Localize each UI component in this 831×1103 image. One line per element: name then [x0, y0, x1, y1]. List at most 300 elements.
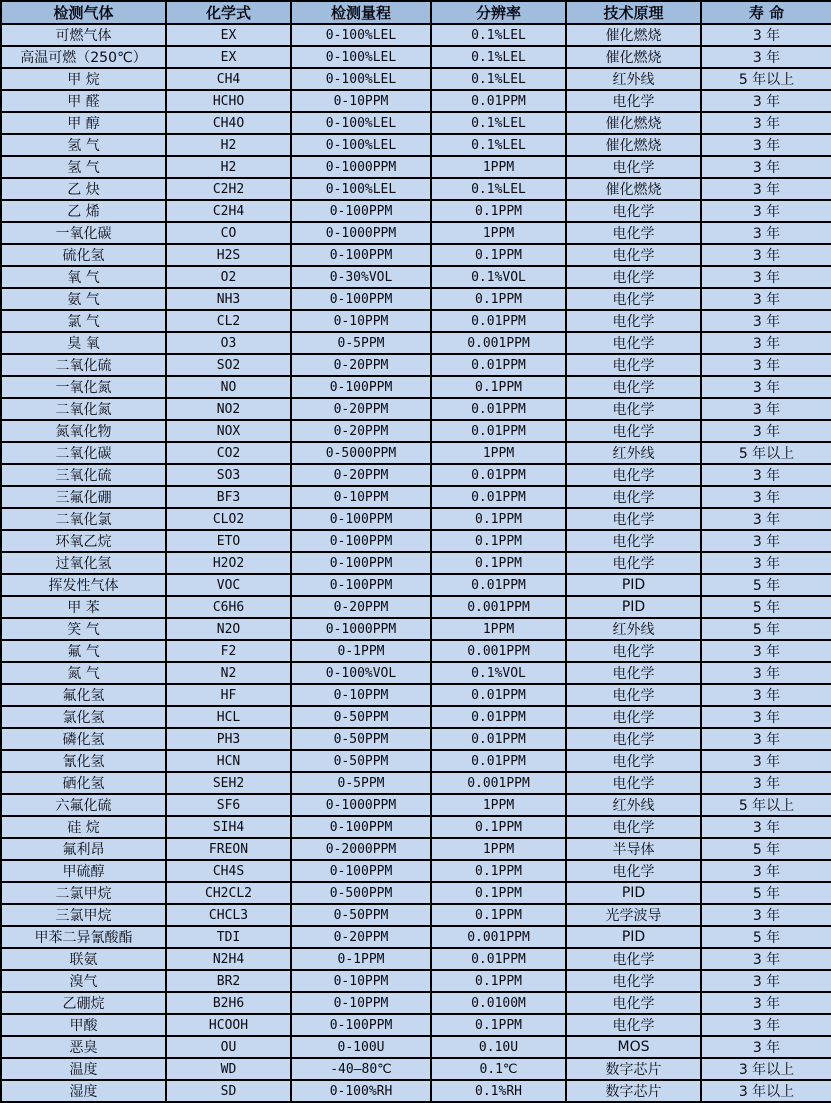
gas-name-cell: 一氧化碳	[1, 222, 166, 244]
resolution-cell: 0.01PPM	[431, 486, 566, 508]
lifespan-cell: 3 年	[701, 1036, 831, 1058]
table-row	[1, 156, 831, 178]
resolution-cell: 0.01PPM	[431, 684, 566, 706]
table-row	[1, 772, 831, 794]
resolution-cell: 1PPM	[431, 222, 566, 244]
principle-cell: 电化学	[566, 332, 701, 354]
gas-name-cell: 联氨	[1, 948, 166, 970]
formula-cell: WD	[166, 1058, 291, 1080]
range-cell: 0-30%VOL	[291, 266, 431, 288]
formula-cell: HCHO	[166, 90, 291, 112]
lifespan-cell: 3 年	[701, 816, 831, 838]
lifespan-cell: 3 年	[701, 420, 831, 442]
lifespan-cell: 3 年	[701, 684, 831, 706]
principle-cell: PID	[566, 926, 701, 948]
formula-cell: H2O2	[166, 552, 291, 574]
gas-name-cell: 氧 气	[1, 266, 166, 288]
resolution-cell: 0.1PPM	[431, 816, 566, 838]
table-row	[1, 376, 831, 398]
gas-name-cell: 三氟化硼	[1, 486, 166, 508]
table-row	[1, 970, 831, 992]
principle-cell: 电化学	[566, 1014, 701, 1036]
resolution-cell: 0.01PPM	[431, 420, 566, 442]
lifespan-cell: 3 年	[701, 904, 831, 926]
principle-cell: PID	[566, 596, 701, 618]
range-cell: 0-100%VOL	[291, 662, 431, 684]
resolution-cell: 0.01PPM	[431, 464, 566, 486]
gas-name-cell: 恶臭	[1, 1036, 166, 1058]
column-header-gas: 检测气体	[1, 1, 166, 24]
resolution-cell: 1PPM	[431, 442, 566, 464]
table-row	[1, 1080, 831, 1102]
range-cell: 0-20PPM	[291, 596, 431, 618]
table-row	[1, 530, 831, 552]
lifespan-cell: 3 年	[701, 244, 831, 266]
lifespan-cell: 3 年以上	[701, 1080, 831, 1102]
principle-cell: 电化学	[566, 640, 701, 662]
table-row	[1, 24, 831, 46]
principle-cell: 催化燃烧	[566, 134, 701, 156]
principle-cell: 半导体	[566, 838, 701, 860]
table-row	[1, 904, 831, 926]
resolution-cell: 0.1%LEL	[431, 46, 566, 68]
principle-cell: 电化学	[566, 288, 701, 310]
range-cell: 0-10PPM	[291, 992, 431, 1014]
range-cell: 0-1000PPM	[291, 618, 431, 640]
principle-cell: 电化学	[566, 244, 701, 266]
range-cell: 0-1000PPM	[291, 222, 431, 244]
principle-cell: 电化学	[566, 750, 701, 772]
table-row	[1, 244, 831, 266]
gas-name-cell: 甲 苯	[1, 596, 166, 618]
table-row	[1, 948, 831, 970]
table-body	[1, 24, 831, 1102]
formula-cell: SO2	[166, 354, 291, 376]
formula-cell: EX	[166, 24, 291, 46]
principle-cell: MOS	[566, 1036, 701, 1058]
range-cell: 0-100PPM	[291, 530, 431, 552]
column-header-resolution: 分辨率	[431, 1, 566, 24]
range-cell: 0-20PPM	[291, 464, 431, 486]
lifespan-cell: 3 年	[701, 992, 831, 1014]
resolution-cell: 0.1%LEL	[431, 24, 566, 46]
gas-name-cell: 二氧化碳	[1, 442, 166, 464]
formula-cell: H2S	[166, 244, 291, 266]
principle-cell: 催化燃烧	[566, 112, 701, 134]
lifespan-cell: 3 年	[701, 288, 831, 310]
principle-cell: 电化学	[566, 508, 701, 530]
principle-cell: 电化学	[566, 684, 701, 706]
range-cell: 0-100PPM	[291, 574, 431, 596]
gas-name-cell: 二氧化氮	[1, 398, 166, 420]
principle-cell: PID	[566, 574, 701, 596]
principle-cell: 红外线	[566, 618, 701, 640]
formula-cell: CHCL3	[166, 904, 291, 926]
gas-name-cell: 硒化氢	[1, 772, 166, 794]
gas-name-cell: 挥发性气体	[1, 574, 166, 596]
gas-name-cell: 高温可燃（250℃）	[1, 46, 166, 68]
formula-cell: SF6	[166, 794, 291, 816]
gas-name-cell: 氯化氢	[1, 706, 166, 728]
principle-cell: 电化学	[566, 90, 701, 112]
table-row	[1, 992, 831, 1014]
lifespan-cell: 5 年以上	[701, 442, 831, 464]
formula-cell: O2	[166, 266, 291, 288]
range-cell: 0-100%RH	[291, 1080, 431, 1102]
range-cell: 0-20PPM	[291, 926, 431, 948]
formula-cell: HCN	[166, 750, 291, 772]
range-cell: 0-5PPM	[291, 772, 431, 794]
formula-cell: SIH4	[166, 816, 291, 838]
table-row	[1, 354, 831, 376]
formula-cell: HF	[166, 684, 291, 706]
range-cell: 0-10PPM	[291, 90, 431, 112]
principle-cell: 催化燃烧	[566, 46, 701, 68]
formula-cell: CH4O	[166, 112, 291, 134]
gas-name-cell: 氟 气	[1, 640, 166, 662]
resolution-cell: 0.1PPM	[431, 530, 566, 552]
lifespan-cell: 3 年	[701, 90, 831, 112]
gas-name-cell: 氟利昂	[1, 838, 166, 860]
formula-cell: NH3	[166, 288, 291, 310]
range-cell: 0-100PPM	[291, 816, 431, 838]
formula-cell: SO3	[166, 464, 291, 486]
lifespan-cell: 3 年	[701, 530, 831, 552]
principle-cell: 数字芯片	[566, 1080, 701, 1102]
resolution-cell: 0.1PPM	[431, 200, 566, 222]
range-cell: 0-20PPM	[291, 398, 431, 420]
lifespan-cell: 3 年	[701, 134, 831, 156]
range-cell: 0-10PPM	[291, 970, 431, 992]
formula-cell: CH4	[166, 68, 291, 90]
resolution-cell: 1PPM	[431, 618, 566, 640]
range-cell: 0-100PPM	[291, 288, 431, 310]
column-header-range: 检测量程	[291, 1, 431, 24]
resolution-cell: 0.01PPM	[431, 574, 566, 596]
table-row	[1, 882, 831, 904]
gas-name-cell: 湿度	[1, 1080, 166, 1102]
column-header-formula: 化学式	[166, 1, 291, 24]
principle-cell: 电化学	[566, 772, 701, 794]
formula-cell: N2H4	[166, 948, 291, 970]
range-cell: 0-500PPM	[291, 882, 431, 904]
table-row	[1, 486, 831, 508]
resolution-cell: 0.1PPM	[431, 508, 566, 530]
range-cell: 0-100%LEL	[291, 68, 431, 90]
table-row	[1, 838, 831, 860]
resolution-cell: 0.01PPM	[431, 398, 566, 420]
gas-name-cell: 氮 气	[1, 662, 166, 684]
gas-name-cell: 氯 气	[1, 310, 166, 332]
lifespan-cell: 5 年	[701, 882, 831, 904]
resolution-cell: 0.0100M	[431, 992, 566, 1014]
gas-name-cell: 二氧化氯	[1, 508, 166, 530]
gas-name-cell: 臭 氧	[1, 332, 166, 354]
range-cell: 0-50PPM	[291, 728, 431, 750]
column-header-lifespan: 寿 命	[701, 1, 831, 24]
resolution-cell: 0.1PPM	[431, 1014, 566, 1036]
lifespan-cell: 3 年	[701, 266, 831, 288]
gas-name-cell: 氟化氢	[1, 684, 166, 706]
gas-name-cell: 一氧化氮	[1, 376, 166, 398]
table-row	[1, 816, 831, 838]
table-row	[1, 310, 831, 332]
lifespan-cell: 3 年	[701, 772, 831, 794]
principle-cell: 电化学	[566, 200, 701, 222]
formula-cell: C6H6	[166, 596, 291, 618]
table-row	[1, 464, 831, 486]
formula-cell: CO	[166, 222, 291, 244]
range-cell: 0-5PPM	[291, 332, 431, 354]
principle-cell: 电化学	[566, 970, 701, 992]
lifespan-cell: 3 年	[701, 728, 831, 750]
range-cell: 0-100%LEL	[291, 112, 431, 134]
lifespan-cell: 3 年	[701, 376, 831, 398]
lifespan-cell: 3 年	[701, 706, 831, 728]
range-cell: 0-100PPM	[291, 1014, 431, 1036]
formula-cell: CL2	[166, 310, 291, 332]
range-cell: 0-5000PPM	[291, 442, 431, 464]
resolution-cell: 0.1PPM	[431, 552, 566, 574]
table-row	[1, 420, 831, 442]
formula-cell: B2H6	[166, 992, 291, 1014]
range-cell: 0-1PPM	[291, 640, 431, 662]
formula-cell: C2H2	[166, 178, 291, 200]
resolution-cell: 0.01PPM	[431, 90, 566, 112]
lifespan-cell: 3 年	[701, 464, 831, 486]
gas-name-cell: 温度	[1, 1058, 166, 1080]
table-row	[1, 508, 831, 530]
formula-cell: SEH2	[166, 772, 291, 794]
resolution-cell: 0.01PPM	[431, 706, 566, 728]
gas-name-cell: 甲 烷	[1, 68, 166, 90]
range-cell: 0-2000PPM	[291, 838, 431, 860]
principle-cell: 电化学	[566, 728, 701, 750]
formula-cell: N2O	[166, 618, 291, 640]
lifespan-cell: 3 年	[701, 200, 831, 222]
table-row	[1, 442, 831, 464]
principle-cell: 光学波导	[566, 904, 701, 926]
range-cell: 0-20PPM	[291, 354, 431, 376]
table-row	[1, 112, 831, 134]
resolution-cell: 0.10U	[431, 1036, 566, 1058]
lifespan-cell: 3 年以上	[701, 1058, 831, 1080]
principle-cell: 电化学	[566, 860, 701, 882]
table-row	[1, 134, 831, 156]
principle-cell: 电化学	[566, 816, 701, 838]
range-cell: 0-1PPM	[291, 948, 431, 970]
table-row	[1, 178, 831, 200]
lifespan-cell: 3 年	[701, 860, 831, 882]
formula-cell: F2	[166, 640, 291, 662]
resolution-cell: 0.001PPM	[431, 926, 566, 948]
resolution-cell: 1PPM	[431, 794, 566, 816]
gas-name-cell: 氢 气	[1, 134, 166, 156]
formula-cell: VOC	[166, 574, 291, 596]
resolution-cell: 0.001PPM	[431, 332, 566, 354]
principle-cell: 红外线	[566, 442, 701, 464]
table-row	[1, 728, 831, 750]
principle-cell: 电化学	[566, 992, 701, 1014]
table-row	[1, 332, 831, 354]
formula-cell: ETO	[166, 530, 291, 552]
lifespan-cell: 5 年以上	[701, 794, 831, 816]
range-cell: 0-50PPM	[291, 904, 431, 926]
gas-name-cell: 笑 气	[1, 618, 166, 640]
table-row	[1, 662, 831, 684]
table-row	[1, 618, 831, 640]
range-cell: 0-100PPM	[291, 200, 431, 222]
table-row	[1, 574, 831, 596]
principle-cell: 数字芯片	[566, 1058, 701, 1080]
resolution-cell: 0.1PPM	[431, 288, 566, 310]
principle-cell: 电化学	[566, 354, 701, 376]
resolution-cell: 0.1PPM	[431, 860, 566, 882]
formula-cell: NO	[166, 376, 291, 398]
principle-cell: 电化学	[566, 398, 701, 420]
lifespan-cell: 3 年	[701, 662, 831, 684]
table-row	[1, 288, 831, 310]
table-row	[1, 90, 831, 112]
resolution-cell: 0.001PPM	[431, 640, 566, 662]
lifespan-cell: 5 年	[701, 838, 831, 860]
resolution-cell: 1PPM	[431, 838, 566, 860]
range-cell: 0-20PPM	[291, 420, 431, 442]
range-cell: 0-100U	[291, 1036, 431, 1058]
formula-cell: CH4S	[166, 860, 291, 882]
formula-cell: BF3	[166, 486, 291, 508]
principle-cell: 电化学	[566, 464, 701, 486]
gas-name-cell: 过氧化氢	[1, 552, 166, 574]
gas-name-cell: 二氯甲烷	[1, 882, 166, 904]
resolution-cell: 1PPM	[431, 156, 566, 178]
lifespan-cell: 3 年	[701, 24, 831, 46]
lifespan-cell: 3 年	[701, 552, 831, 574]
gas-name-cell: 乙 烯	[1, 200, 166, 222]
range-cell: 0-100%LEL	[291, 24, 431, 46]
table-row	[1, 200, 831, 222]
gas-name-cell: 甲 醇	[1, 112, 166, 134]
gas-name-cell: 甲硫醇	[1, 860, 166, 882]
principle-cell: 电化学	[566, 948, 701, 970]
principle-cell: 电化学	[566, 266, 701, 288]
lifespan-cell: 3 年	[701, 310, 831, 332]
range-cell: 0-100PPM	[291, 860, 431, 882]
resolution-cell: 0.1℃	[431, 1058, 566, 1080]
principle-cell: 电化学	[566, 156, 701, 178]
table-row	[1, 1058, 831, 1080]
formula-cell: EX	[166, 46, 291, 68]
principle-cell: 催化燃烧	[566, 24, 701, 46]
lifespan-cell: 3 年	[701, 948, 831, 970]
resolution-cell: 0.1PPM	[431, 970, 566, 992]
lifespan-cell: 3 年	[701, 750, 831, 772]
principle-cell: 催化燃烧	[566, 178, 701, 200]
lifespan-cell: 3 年	[701, 156, 831, 178]
range-cell: 0-100PPM	[291, 508, 431, 530]
resolution-cell: 0.1%LEL	[431, 68, 566, 90]
principle-cell: 电化学	[566, 222, 701, 244]
formula-cell: NOX	[166, 420, 291, 442]
range-cell: 0-100PPM	[291, 376, 431, 398]
range-cell: 0-1000PPM	[291, 156, 431, 178]
lifespan-cell: 5 年	[701, 618, 831, 640]
resolution-cell: 0.1%LEL	[431, 178, 566, 200]
range-cell: 0-10PPM	[291, 684, 431, 706]
gas-name-cell: 氨 气	[1, 288, 166, 310]
table-row	[1, 640, 831, 662]
formula-cell: HCOOH	[166, 1014, 291, 1036]
lifespan-cell: 3 年	[701, 640, 831, 662]
lifespan-cell: 5 年	[701, 926, 831, 948]
lifespan-cell: 3 年	[701, 332, 831, 354]
lifespan-cell: 3 年	[701, 970, 831, 992]
resolution-cell: 0.1%LEL	[431, 112, 566, 134]
table-row	[1, 398, 831, 420]
lifespan-cell: 3 年	[701, 486, 831, 508]
gas-name-cell: 可燃气体	[1, 24, 166, 46]
formula-cell: HCL	[166, 706, 291, 728]
resolution-cell: 0.01PPM	[431, 948, 566, 970]
formula-cell: PH3	[166, 728, 291, 750]
gas-name-cell: 乙 炔	[1, 178, 166, 200]
header-row	[1, 1, 831, 24]
column-header-principle: 技术原理	[566, 1, 701, 24]
resolution-cell: 0.01PPM	[431, 750, 566, 772]
gas-name-cell: 甲 醛	[1, 90, 166, 112]
range-cell: 0-10PPM	[291, 310, 431, 332]
lifespan-cell: 3 年	[701, 354, 831, 376]
lifespan-cell: 5 年	[701, 596, 831, 618]
table-row	[1, 68, 831, 90]
resolution-cell: 0.1%VOL	[431, 662, 566, 684]
resolution-cell: 0.1%RH	[431, 1080, 566, 1102]
range-cell: 0-100PPM	[291, 244, 431, 266]
gas-name-cell: 氰化氢	[1, 750, 166, 772]
table-row	[1, 596, 831, 618]
resolution-cell: 0.1%LEL	[431, 134, 566, 156]
resolution-cell: 0.1PPM	[431, 882, 566, 904]
lifespan-cell: 3 年	[701, 222, 831, 244]
table-row	[1, 794, 831, 816]
range-cell: -40—80℃	[291, 1058, 431, 1080]
lifespan-cell: 3 年	[701, 398, 831, 420]
table-row	[1, 1036, 831, 1058]
range-cell: 0-50PPM	[291, 706, 431, 728]
table-row	[1, 266, 831, 288]
lifespan-cell: 3 年	[701, 112, 831, 134]
table-row	[1, 1014, 831, 1036]
resolution-cell: 0.1PPM	[431, 244, 566, 266]
gas-name-cell: 甲苯二异氰酸酯	[1, 926, 166, 948]
table-row	[1, 926, 831, 948]
formula-cell: SD	[166, 1080, 291, 1102]
formula-cell: O3	[166, 332, 291, 354]
gas-name-cell: 六氟化硫	[1, 794, 166, 816]
formula-cell: C2H4	[166, 200, 291, 222]
formula-cell: CO2	[166, 442, 291, 464]
resolution-cell: 0.01PPM	[431, 728, 566, 750]
principle-cell: 电化学	[566, 530, 701, 552]
formula-cell: OU	[166, 1036, 291, 1058]
resolution-cell: 0.001PPM	[431, 772, 566, 794]
range-cell: 0-100PPM	[291, 552, 431, 574]
formula-cell: N2	[166, 662, 291, 684]
principle-cell: 红外线	[566, 68, 701, 90]
lifespan-cell: 5 年	[701, 574, 831, 596]
lifespan-cell: 3 年	[701, 508, 831, 530]
table-row	[1, 706, 831, 728]
